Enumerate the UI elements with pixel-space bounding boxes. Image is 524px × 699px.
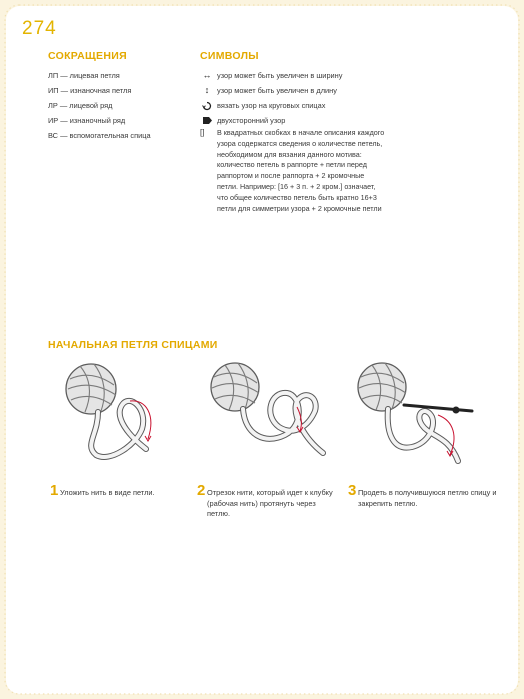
abbreviations-list — [48, 68, 198, 143]
symbol-row — [200, 98, 390, 113]
yarn-strand — [243, 393, 323, 453]
circular-needles-icon — [200, 98, 214, 113]
abbreviation-item: ЛП — лицевая петля — [48, 71, 120, 80]
symbol-row — [200, 113, 390, 128]
knitting-needle-icon — [404, 405, 472, 414]
section-title: НАЧАЛЬНАЯ ПЕТЛЯ СПИЦАМИ — [48, 339, 218, 351]
symbols-title: СИМВОЛЫ — [200, 50, 259, 62]
double-sided-icon — [200, 113, 214, 128]
yarn-strand — [388, 409, 458, 461]
page-number: 274 — [22, 18, 57, 39]
symbol-text: узор может быть увеличен в ширину — [217, 71, 343, 80]
step-number: 2 — [197, 482, 206, 499]
yarn-ball — [66, 364, 116, 414]
symbol-row — [200, 68, 390, 83]
symbol-text: двухсторонний узор — [217, 116, 286, 125]
symbol-text: узор может быть увеличен в длину — [217, 86, 337, 95]
illustration-step-2 — [205, 355, 335, 465]
illustration-step-3 — [352, 355, 482, 465]
yarn-ball — [211, 363, 259, 411]
abbreviation-item: ВС — вспомогательная спица — [48, 131, 151, 140]
symbol-row — [200, 83, 390, 98]
horizontal-arrow-icon: ↔ — [202, 70, 212, 80]
step-text: Уложить нить в виде петли. — [60, 488, 155, 497]
vertical-arrow-icon: ↕ — [204, 85, 210, 95]
symbol-text: вязать узор на круговых спицах — [217, 101, 326, 110]
step-number: 3 — [348, 482, 357, 499]
step-text: Продеть в получившуюся петлю спицу и закрепить петлю. — [358, 488, 497, 508]
abbreviations-title: СОКРАЩЕНИЯ — [48, 50, 127, 62]
note-text: В квадратных скобках в начале описания каждого узора содержатся сведения о количестве петель, необходимом для вязания данного мотива: количество петель в раппорте + петли перед раппортом и после раппорта + 2 кромочные петли. Например: [16 + 3 п. + 2 кром.] означает, что общее количество петель быть кратно 16+3 петли для симметрии узора + 2 кромочные петли — [217, 128, 385, 213]
illustration-step-1 — [58, 355, 168, 465]
bracket-icon: [] — [200, 128, 205, 137]
abbreviation-item: ИР — изнаночный ряд — [48, 116, 126, 125]
abbreviation-item: ИП — изнаночная петля — [48, 86, 132, 95]
abbreviation-item: ЛР — лицевой ряд — [48, 101, 113, 110]
step-number: 1 — [50, 482, 59, 499]
symbols-list — [200, 68, 390, 128]
step-text: Отрезок нити, который идет к клубку (рабочая нить) протянуть через петлю. — [207, 488, 333, 518]
yarn-ball — [358, 363, 406, 411]
